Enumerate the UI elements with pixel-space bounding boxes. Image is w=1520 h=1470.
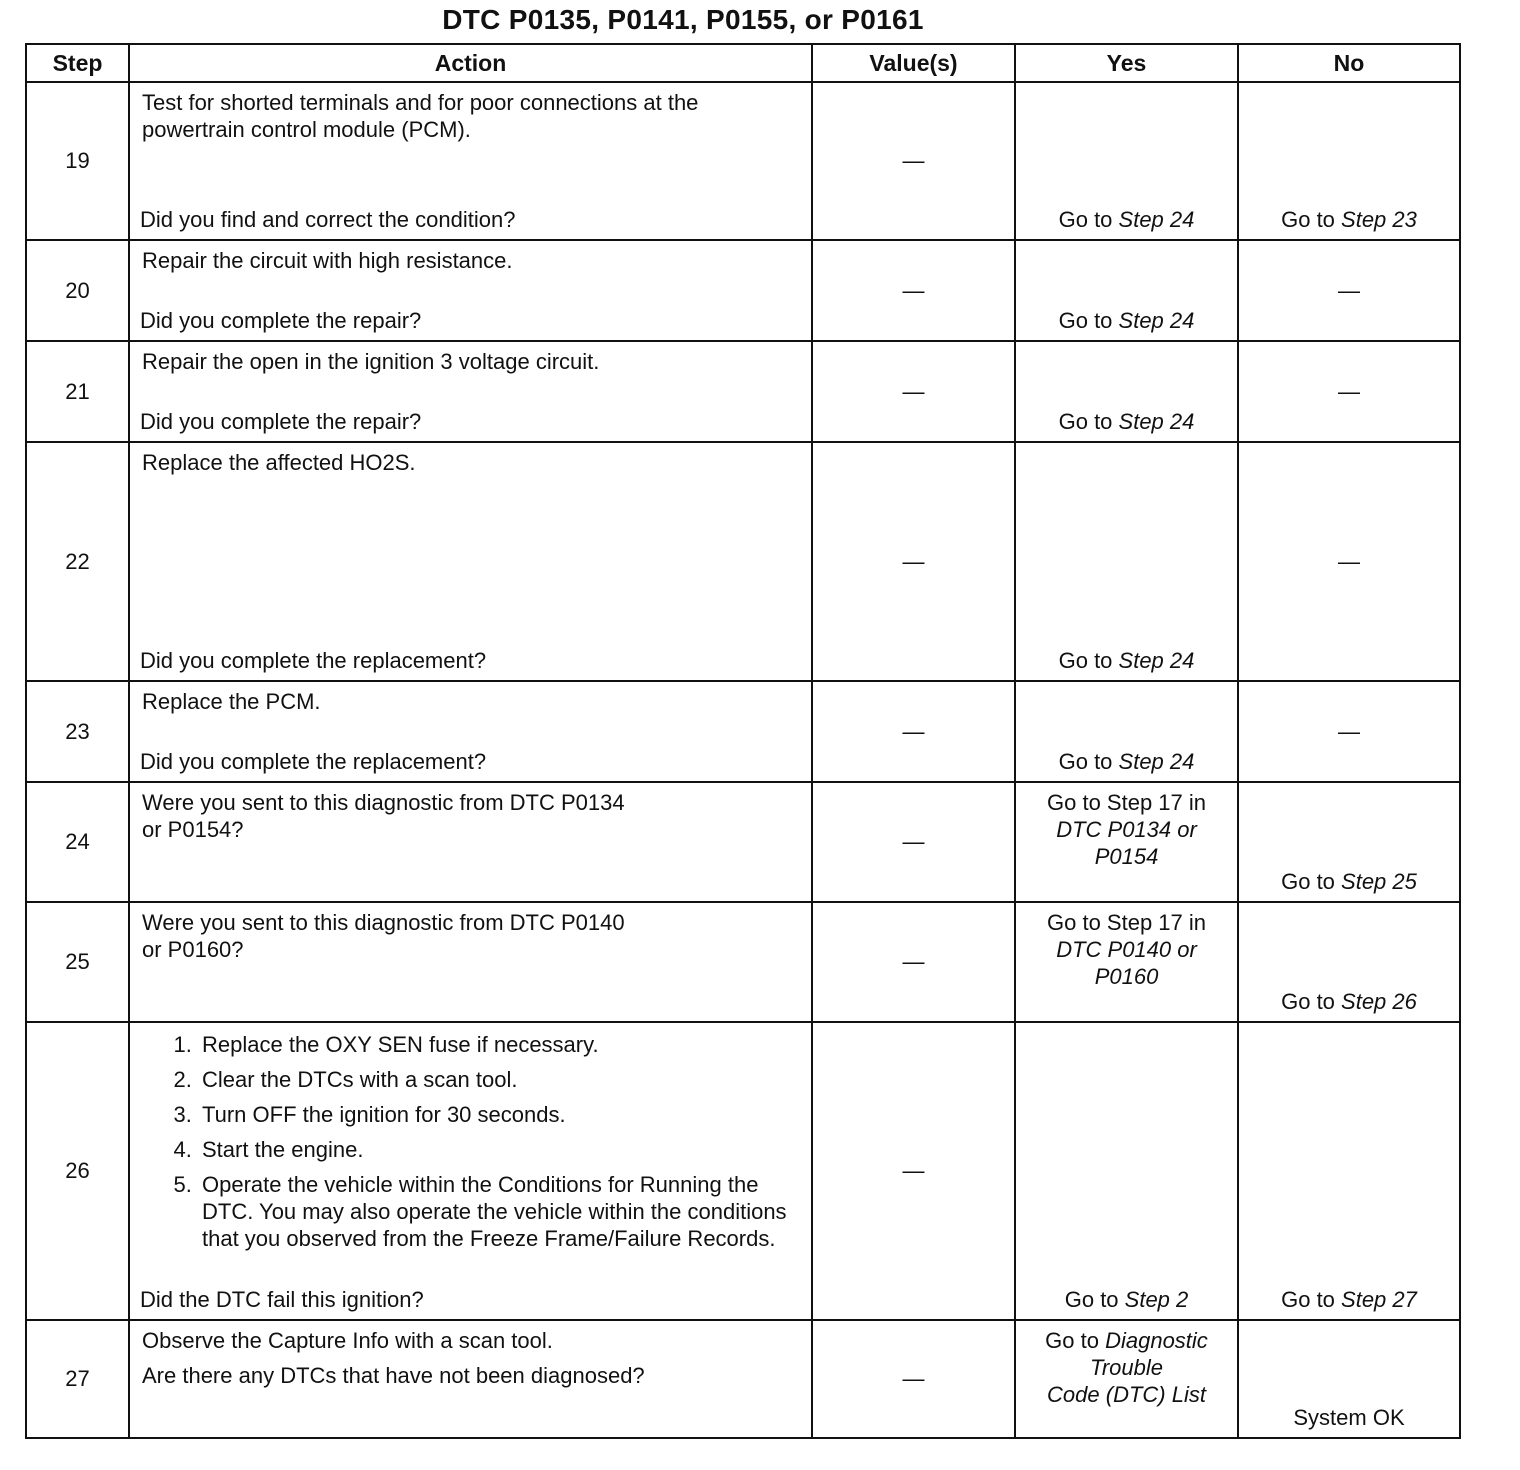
no-step-link[interactable]: Step 23 [1341,207,1417,232]
no-step-link[interactable]: Step 27 [1341,1287,1417,1312]
action-text-line: or P0154? [142,817,244,842]
no-cell: — [1238,240,1460,341]
yes-prefix: Go to [1045,1328,1106,1353]
yes-prefix: Go to [1058,648,1119,673]
yes-step-link[interactable]: Step 24 [1118,409,1195,434]
yes-prefix: Go to [1058,308,1119,333]
list-item: 3. Turn OFF the ignition for 30 seconds. [198,1101,801,1128]
yes-cell [1015,782,1238,902]
action-question: Did you complete the replacement? [140,648,487,673]
no-cell: — [1238,341,1460,442]
action-text: Repair the circuit with high resistance. [142,248,513,273]
action-cell [129,240,812,341]
value-cell: — [812,1320,1015,1438]
yes-dtc-link[interactable]: P0160 [1094,964,1159,989]
yes-cell [1015,442,1238,681]
table-row-step-25 [26,902,1460,1022]
value-cell: — [812,442,1015,681]
action-question: Did you complete the replacement? [140,749,487,774]
table-row-step-24 [26,782,1460,902]
step-number: 26 [26,1022,129,1320]
table-row-step-26 [26,1022,1460,1320]
yes-step-link[interactable]: Step 24 [1118,207,1195,232]
action-cell [129,82,812,240]
yes-prefix: Go to [1064,1287,1125,1312]
action-cell [129,1022,812,1320]
value-cell: — [812,240,1015,341]
yes-dtc-link[interactable]: P0154 [1094,844,1159,869]
dtc-list-link[interactable]: Code (DTC) List [1047,1382,1206,1407]
table-row-step-21 [26,341,1460,442]
yes-step-link[interactable]: Step 24 [1118,749,1195,774]
yes-cell [1015,1022,1238,1320]
yes-step-link[interactable]: Step 24 [1118,648,1195,673]
no-step-link[interactable]: Step 26 [1341,989,1417,1014]
yes-prefix: Go to [1058,749,1119,774]
value-cell: — [812,782,1015,902]
action-question: Did the DTC fail this ignition? [140,1287,424,1312]
no-prefix: Go to [1281,207,1342,232]
list-item: 5. Operate the vehicle within the Conditions for Running the DTC. You may also operate the vehicle within the conditions that you observed from the Freeze Frame/Failure Records. [198,1171,801,1252]
no-cell [1238,82,1460,240]
table-row-step-22 [26,442,1460,681]
yes-cell [1015,82,1238,240]
no-prefix: Go to [1281,1287,1342,1312]
no-prefix: Go to [1281,989,1342,1014]
action-text-line: Were you sent to this diagnostic from DTC P0134 [142,790,625,815]
yes-step-link[interactable]: Step 2 [1124,1287,1189,1312]
no-prefix: Go to [1281,869,1342,894]
action-question: Did you complete the repair? [140,308,422,333]
value-cell: — [812,341,1015,442]
action-question: Did you find and correct the condition? [140,207,516,232]
action-cell [129,1320,812,1438]
action-text-line: Were you sent to this diagnostic from DTC P0140 [142,910,625,935]
value-cell: — [812,681,1015,782]
yes-dtc-link[interactable]: DTC P0140 or [1056,937,1197,962]
yes-cell [1015,902,1238,1022]
table-row-step-20 [26,240,1460,341]
no-cell [1238,1320,1460,1438]
page-title: DTC P0135, P0141, P0155, or P0161 [442,4,924,35]
no-step-link[interactable]: Step 25 [1341,869,1417,894]
header-action: Action [129,44,812,82]
value-cell: — [812,1022,1015,1320]
action-text: Replace the affected HO2S. [142,450,416,475]
step-number: 22 [26,442,129,681]
header-step: Step [26,44,129,82]
dtc-list-link[interactable]: Diagnostic [1105,1328,1208,1353]
table-row-step-27 [26,1320,1460,1438]
yes-cell [1015,681,1238,782]
value-cell: — [812,902,1015,1022]
yes-cell [1015,240,1238,341]
yes-text-line: Go to Step 17 in [1047,790,1206,815]
yes-cell [1015,341,1238,442]
yes-cell [1015,1320,1238,1438]
action-text-line: or P0160? [142,937,244,962]
diagnostic-table [25,43,1461,1439]
table-row-step-19 [26,82,1460,240]
system-ok-text: System OK [1293,1405,1405,1430]
yes-text-line: Go to Step 17 in [1047,910,1206,935]
action-cell [129,442,812,681]
yes-prefix: Go to [1058,409,1119,434]
table-header-row [26,44,1460,82]
step-number: 24 [26,782,129,902]
action-text: Replace the PCM. [142,689,321,714]
header-values: Value(s) [812,44,1015,82]
action-question: Are there any DTCs that have not been diagnosed? [142,1363,645,1388]
header-yes: Yes [1015,44,1238,82]
no-cell [1238,1022,1460,1320]
action-cell [129,782,812,902]
list-item: 2. Clear the DTCs with a scan tool. [198,1066,801,1093]
list-item: 1. Replace the OXY SEN fuse if necessary. [198,1031,801,1058]
step-number: 20 [26,240,129,341]
yes-step-link[interactable]: Step 24 [1118,308,1195,333]
action-question: Did you complete the repair? [140,409,422,434]
value-cell: — [812,82,1015,240]
table-row-step-23 [26,681,1460,782]
no-cell: — [1238,681,1460,782]
step-number: 25 [26,902,129,1022]
yes-dtc-link[interactable]: DTC P0134 or [1056,817,1197,842]
action-cell [129,341,812,442]
action-cell [129,681,812,782]
no-cell: — [1238,442,1460,681]
action-text: Repair the open in the ignition 3 voltage circuit. [142,349,600,374]
action-text: Test for shorted terminals and for poor connections at the powertrain control module (PCM). [142,90,699,142]
dtc-list-link[interactable]: Trouble [1090,1355,1163,1380]
action-cell [129,902,812,1022]
no-cell [1238,782,1460,902]
step-number: 21 [26,341,129,442]
step-number: 23 [26,681,129,782]
step-number: 27 [26,1320,129,1438]
step-number: 19 [26,82,129,240]
action-text-line: Observe the Capture Info with a scan tool. [142,1328,553,1353]
list-item: 4. Start the engine. [198,1136,801,1163]
header-no: No [1238,44,1460,82]
no-cell [1238,902,1460,1022]
yes-prefix: Go to [1058,207,1119,232]
procedure-list [130,1023,811,1252]
